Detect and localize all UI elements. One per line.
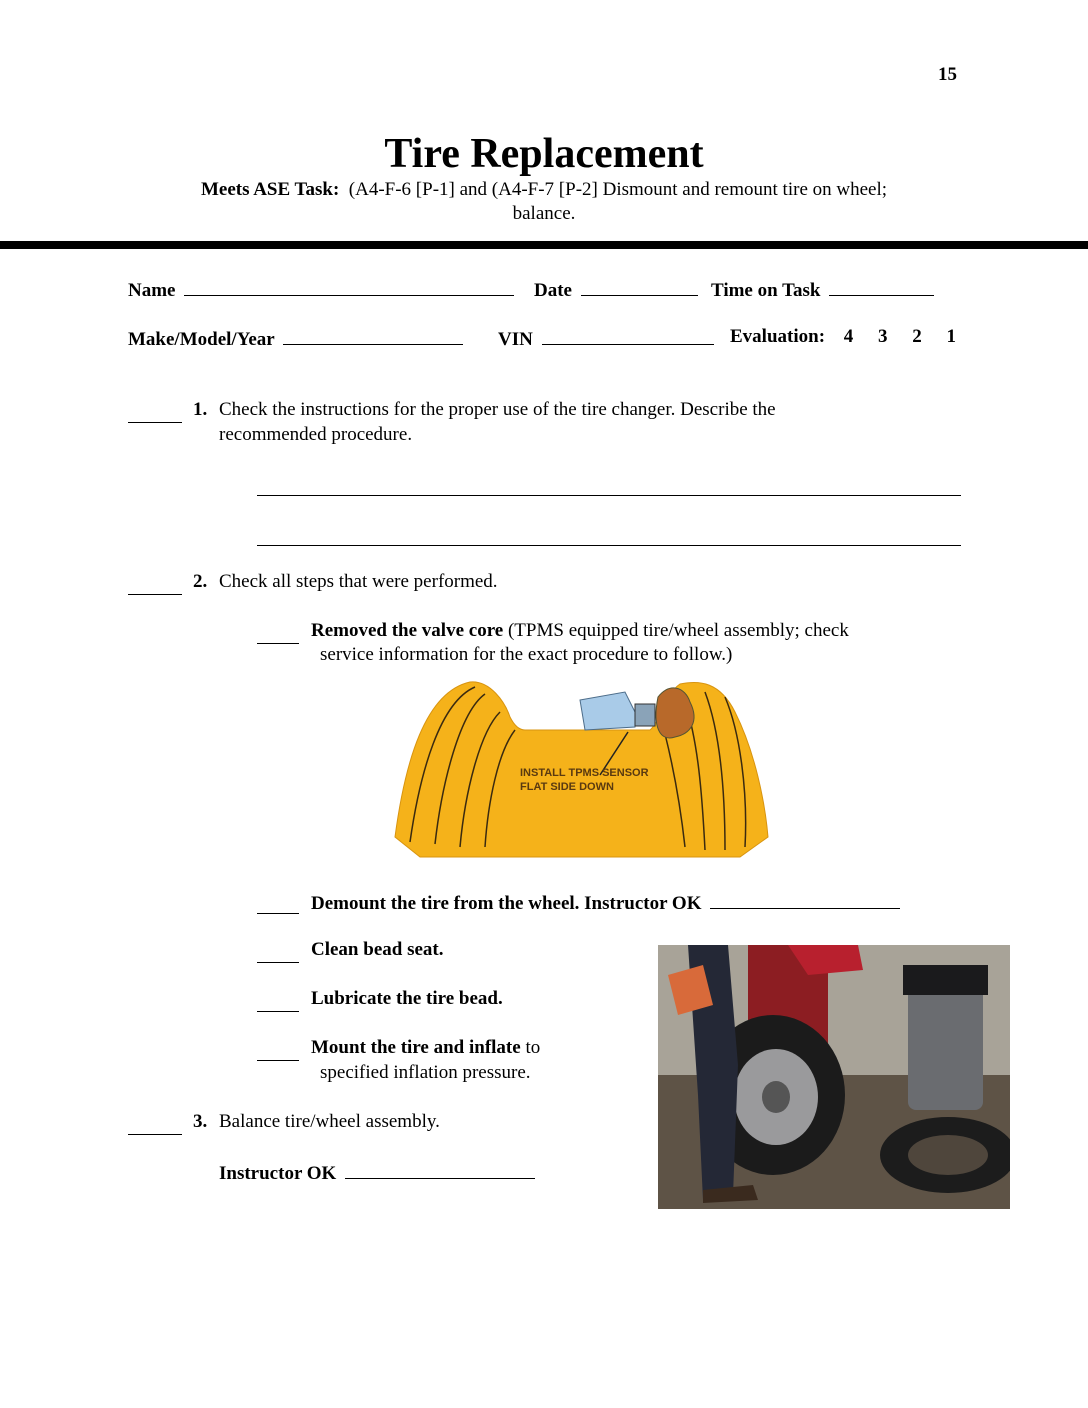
step-clean-bead: Clean bead seat. bbox=[311, 939, 444, 960]
name-label: Name bbox=[128, 280, 176, 301]
tpms-sensor-diagram bbox=[380, 672, 780, 864]
instructor-ok-blank[interactable] bbox=[345, 1160, 535, 1179]
diagram-label-2: FLAT SIDE DOWN bbox=[520, 781, 614, 793]
header-divider bbox=[0, 241, 1088, 249]
step-valve-core bbox=[311, 620, 849, 642]
instructor-ok-label: Instructor OK bbox=[219, 1163, 337, 1184]
tire-changer-photo bbox=[658, 945, 1010, 1209]
step-lubricate: Lubricate the tire bead. bbox=[311, 988, 503, 1009]
ase-task-line bbox=[0, 179, 1088, 201]
item-2-check-blank[interactable] bbox=[128, 576, 182, 595]
step-valve-core-note: (TPMS equipped tire/wheel assembly; check bbox=[503, 620, 849, 641]
score-3[interactable]: 3 bbox=[878, 326, 888, 347]
score-4[interactable]: 4 bbox=[843, 326, 854, 347]
step-mount bbox=[311, 1037, 540, 1059]
step-mount-label: Mount the tire and inflate bbox=[311, 1037, 521, 1058]
ase-task-label: Meets ASE Task: bbox=[200, 179, 340, 200]
item-3-instructor-ok bbox=[219, 1160, 535, 1185]
date-blank[interactable] bbox=[581, 277, 698, 296]
vin-blank[interactable] bbox=[542, 326, 714, 345]
item-1-check-blank[interactable] bbox=[128, 404, 182, 423]
score-1[interactable]: 1 bbox=[946, 326, 957, 347]
time-on-task-field[interactable] bbox=[711, 277, 934, 302]
step-lubricate-blank[interactable] bbox=[257, 993, 299, 1012]
time-on-task-label: Time on Task bbox=[711, 280, 821, 301]
name-field[interactable] bbox=[128, 277, 514, 302]
date-label: Date bbox=[534, 280, 572, 301]
item-2-text: Check all steps that were performed. bbox=[219, 571, 498, 592]
page-title: Tire Replacement bbox=[384, 131, 704, 177]
date-field[interactable] bbox=[534, 277, 698, 302]
answer-line-2[interactable] bbox=[257, 545, 961, 546]
ase-task-text-2: balance. bbox=[512, 203, 576, 224]
evaluation-label: Evaluation: bbox=[730, 326, 826, 347]
make-model-year-label: Make/Model/Year bbox=[128, 329, 275, 350]
ase-task-text: (A4-F-6 [P-1] and (A4-F-7 [P-2] Dismount and remount tire on wheel; bbox=[348, 179, 888, 200]
step-clean-bead-blank[interactable] bbox=[257, 944, 299, 963]
make-model-year-field[interactable] bbox=[128, 326, 463, 351]
vin-field[interactable] bbox=[498, 326, 714, 351]
time-on-task-blank[interactable] bbox=[829, 277, 934, 296]
item-3-number: 3. bbox=[193, 1111, 208, 1132]
sensor-nut bbox=[635, 704, 655, 726]
evaluation-field bbox=[730, 326, 956, 348]
diagram-label-1: INSTALL TPMS SENSOR bbox=[520, 767, 649, 779]
step-valve-core-note-2: service information for the exact procedure to follow.) bbox=[320, 644, 733, 665]
make-model-year-blank[interactable] bbox=[283, 326, 463, 345]
name-blank[interactable] bbox=[184, 277, 514, 296]
answer-line-1[interactable] bbox=[257, 495, 961, 496]
score-2[interactable]: 2 bbox=[912, 326, 922, 347]
step-valve-core-blank[interactable] bbox=[257, 625, 299, 644]
vin-label: VIN bbox=[498, 329, 533, 350]
step-mount-note: to bbox=[520, 1037, 541, 1058]
step-demount bbox=[311, 890, 900, 915]
demount-instructor-ok-blank[interactable] bbox=[710, 890, 900, 909]
tpms-sensor bbox=[580, 692, 635, 730]
step-valve-core-label: Removed the valve core bbox=[311, 620, 504, 641]
item-1-text: Check the instructions for the proper use of the tire changer. Describe the bbox=[219, 399, 776, 420]
item-1-number: 1. bbox=[193, 399, 208, 420]
item-1-text-2: recommended procedure. bbox=[219, 424, 413, 445]
step-mount-note-2: specified inflation pressure. bbox=[320, 1062, 531, 1083]
step-mount-blank[interactable] bbox=[257, 1042, 299, 1061]
item-3-text: Balance tire/wheel assembly. bbox=[219, 1111, 440, 1132]
item-3-check-blank[interactable] bbox=[128, 1116, 182, 1135]
step-demount-label: Demount the tire from the wheel. Instructor OK bbox=[311, 893, 702, 914]
page-number: 15 bbox=[938, 64, 957, 85]
step-demount-blank[interactable] bbox=[257, 895, 299, 914]
item-2-number: 2. bbox=[193, 571, 208, 592]
